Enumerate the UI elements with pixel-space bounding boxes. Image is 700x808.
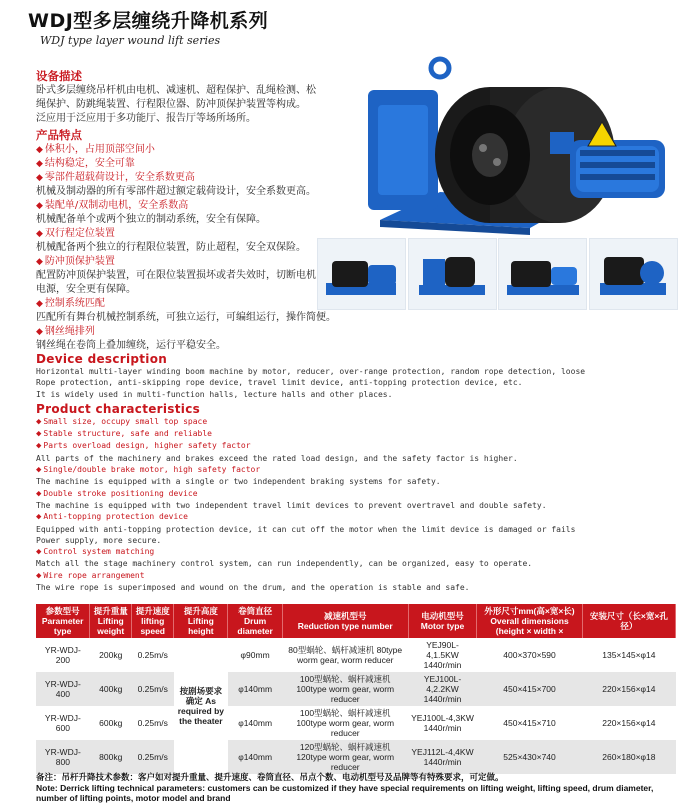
cell-reducer: 100型蜗轮、蜗杆减速机 100type worm gear, worm reducer: [282, 672, 408, 706]
cell-dims: 525×430×740: [477, 740, 582, 774]
cell-reducer: 80型蜗轮、蜗杆减速机 80type worm gear, worm reducer: [282, 638, 408, 672]
en-desc-line: Rope protection, anti-skipping rope device, travel limit device, anti-topping protection device, etc.: [36, 378, 523, 388]
cn-description-section: [36, 68, 336, 353]
diamond-bullet-icon: ◆: [36, 159, 43, 169]
cn-features-heading: 产品特点: [36, 128, 82, 142]
cell-speed: 0.25m/s: [132, 740, 174, 774]
cell-weight: 800kg: [90, 740, 132, 774]
diamond-bullet-icon: ◆: [36, 327, 43, 337]
cn-feature-title: ◆ 控制系统匹配: [36, 298, 105, 309]
diamond-bullet-icon: ◆: [36, 299, 43, 309]
cell-drum: φ140mm: [228, 672, 282, 706]
cn-desc-heading: 设备描述: [36, 69, 82, 83]
cn-desc-line: 绳保护、防跳绳装置、行程限位器、防冲顶保护装置等构成。: [36, 99, 306, 110]
winch-thumbnail-icon: [409, 239, 496, 309]
cell-weight: 600kg: [90, 706, 132, 740]
en-feature-line: Power supply, more secure.: [36, 535, 162, 545]
diamond-bullet-icon: ◆: [36, 429, 42, 440]
product-photo-1: [317, 238, 406, 310]
cn-feature-line: 电源，安全更有保障。: [36, 284, 136, 295]
cn-desc-line: 泛应用于泛应用于多功能厅、报告厅等场所场所。: [36, 113, 256, 124]
cell-motor: YEJ100L-4,2.2KW 1440r/min: [408, 672, 477, 706]
cn-feature-line: 机械配备两个独立的行程限位装置，防止超程，安全双保险。: [36, 242, 306, 253]
main-machine-photo: [340, 50, 685, 235]
diamond-bullet-icon: ◆: [36, 145, 43, 155]
product-photo-4: [589, 238, 678, 310]
col-header-install-dimensions: 安装尺寸（长×宽×孔径）: [582, 604, 675, 638]
page-subtitle: WDJ type layer wound lift series: [40, 34, 221, 47]
cn-feature-title: ◆ 装配单/双制动电机，安全系数高: [36, 200, 189, 211]
cell-speed: 0.25m/s: [132, 638, 174, 672]
diamond-bullet-icon: ◆: [36, 547, 42, 558]
cn-feature-line: 匹配所有舞台机械控制系统，可独立运行，可编组运行，操作简便。: [36, 312, 336, 323]
en-desc-line: It is widely used in multi-function halls, lecture halls and other places.: [36, 389, 393, 399]
cn-features-list: [36, 143, 336, 353]
cell-speed: 0.25m/s: [132, 672, 174, 706]
diamond-bullet-icon: ◆: [36, 465, 42, 476]
product-photo-3: [498, 238, 587, 310]
spec-table-header-row: [36, 604, 676, 638]
en-feature-title: ◆ Control system matching: [36, 547, 155, 558]
cell-install: 260×180×φ18: [582, 740, 675, 774]
cell-reducer: 120型蜗轮、蜗杆减速机 120type worm gear, worm reducer: [282, 740, 408, 774]
diamond-bullet-icon: ◆: [36, 416, 42, 427]
note-en: Note: Derrick lifting technical parameters: customers can be customized if they have special requirements on lifting weight, lifting speed, drum diameter, number of lifting points, motor model and brand: [36, 783, 654, 803]
en-description-section: [36, 352, 676, 593]
cell-type: YR-WDJ-600: [36, 706, 90, 740]
en-feature-line: Match all the stage machinery control system, can run independently, can be organized, easy to operate.: [36, 559, 533, 569]
cn-feature-line: 配置防冲顶保护装置，可在限位装置损坏或者失效时，切断电机: [36, 270, 316, 281]
cell-install: 135×145×φ14: [582, 638, 675, 672]
note-cn: 备注：吊杆升降技术参数：客户如对提升重量、提升速度、卷筒直径、吊点个数、电动机型号及品牌等有特殊要求，可定做。: [36, 772, 504, 782]
product-photo-2: [408, 238, 497, 310]
col-header-lifting-height: 提升高度 Lifting height: [174, 604, 228, 638]
en-feature-title: ◆ Double stroke positioning device: [36, 488, 198, 499]
cell-dims: 450×415×710: [477, 706, 582, 740]
col-header-motor-type: 电动机型号 Motor type: [408, 604, 477, 638]
en-desc-heading: Device description: [36, 352, 168, 366]
cell-type: YR-WDJ-400: [36, 672, 90, 706]
cn-feature-title: ◆ 体积小，占用顶部空间小: [36, 144, 155, 155]
en-feature-title: ◆ Parts overload design, higher safety factor: [36, 441, 251, 452]
cell-reducer: 100型蜗轮、蜗杆减速机 100type worm gear, worm reducer: [282, 706, 408, 740]
diamond-bullet-icon: ◆: [36, 441, 42, 452]
cell-drum: φ140mm: [228, 740, 282, 774]
cell-drum: φ140mm: [228, 706, 282, 740]
diamond-bullet-icon: ◆: [36, 570, 42, 581]
diamond-bullet-icon: ◆: [36, 229, 43, 239]
cell-install: 220×156×φ14: [582, 706, 675, 740]
diamond-bullet-icon: ◆: [36, 201, 43, 211]
col-header-lifting-weight: 提升重量 Lifting weight: [90, 604, 132, 638]
winch-thumbnail-icon: [499, 239, 586, 309]
cn-desc-line: 卧式多层缠绕吊杆机由电机、减速机、超程保护、乱绳检测、松: [36, 85, 316, 96]
diamond-bullet-icon: ◆: [36, 488, 42, 499]
col-header-parameter-type: 参数型号 Parameter type: [36, 604, 90, 638]
en-feature-title: ◆ Wire rope arrangement: [36, 570, 145, 581]
diamond-bullet-icon: ◆: [36, 512, 42, 523]
spec-table: [36, 604, 676, 774]
cell-dims: 400×370×590: [477, 638, 582, 672]
winch-thumbnail-icon: [590, 239, 677, 309]
cn-feature-title: ◆ 结构稳定，安全可靠: [36, 158, 135, 169]
table-row: [36, 740, 676, 774]
cell-type: YR-WDJ-200: [36, 638, 90, 672]
en-feature-title: ◆ Anti-topping protection device: [36, 512, 188, 523]
cell-weight: 200kg: [90, 638, 132, 672]
cn-feature-line: 机械配备单个或两个独立的制动系统，安全有保障。: [36, 214, 266, 225]
en-feature-title: ◆ Stable structure, safe and reliable: [36, 429, 212, 440]
en-feature-line: The machine is equipped with two independent travel limit devices to prevent overtravel and double safety.: [36, 500, 547, 510]
table-row: [36, 706, 676, 740]
cn-feature-title: ◆ 防冲顶保护装置: [36, 256, 115, 267]
cn-feature-line: 钢丝绳在卷筒上叠加缠绕，运行平稳安全。: [36, 340, 226, 351]
en-feature-title: ◆ Small size, occupy small top space: [36, 416, 208, 427]
en-feature-title: ◆ Single/double brake motor, high safety factor: [36, 465, 261, 476]
cell-install: 220×156×φ14: [582, 672, 675, 706]
en-feature-line: The machine is equipped with a single or two independent braking systems for safety.: [36, 477, 441, 487]
col-header-reduction-type: 减速机型号 Reduction type number: [282, 604, 408, 638]
cell-speed: 0.25m/s: [132, 706, 174, 740]
cn-feature-title: ◆ 双行程定位装置: [36, 228, 115, 239]
cell-motor: YEJ90L-4,1.5KW 1440r/min: [408, 638, 477, 672]
winch-machine-illustration: [340, 50, 685, 235]
cn-feature-title: ◆ 零部件超载荷设计，安全系数更高: [36, 172, 195, 183]
col-header-drum-diameter: 卷筒直径 Drum diameter: [228, 604, 282, 638]
cell-type: YR-WDJ-800: [36, 740, 90, 774]
cell-drum: φ90mm: [228, 638, 282, 672]
table-row: [36, 638, 676, 672]
cn-feature-title: ◆ 钢丝绳排列: [36, 326, 95, 337]
col-header-lifting-speed: 提升速度 lifting speed: [132, 604, 174, 638]
winch-thumbnail-icon: [318, 239, 405, 309]
cell-weight: 400kg: [90, 672, 132, 706]
en-feature-line: All parts of the machinery and brakes exceed the rated load design, and the safety factor is higher.: [36, 453, 518, 463]
cell-dims: 450×415×700: [477, 672, 582, 706]
diamond-bullet-icon: ◆: [36, 173, 43, 183]
cn-feature-line: 机械及制动器的所有零部件超过额定载荷设计，安全系数更高。: [36, 186, 316, 197]
en-feature-line: Equipped with anti-topping protection device, it can cut off the motor when the limit device is damaged or fails: [36, 524, 576, 534]
col-header-overall-dimensions: 外形尺寸mm(高×宽×长) Overall dimensions (height × width ×: [477, 604, 582, 638]
diamond-bullet-icon: ◆: [36, 257, 43, 267]
en-feature-line: The wire rope is superimposed and wound on the drum, and the operation is stable and safe.: [36, 583, 470, 593]
en-features-list: [36, 416, 676, 593]
page-title: WDJ型多层缠绕升降机系列: [28, 10, 269, 32]
cell-motor: YEJ100L-4,3KW 1440r/min: [408, 706, 477, 740]
cell-lifting-height-merged: 按剧场要求确定 As required by the theater: [174, 638, 228, 774]
cell-motor: YEJ112L-4,4KW 1440r/min: [408, 740, 477, 774]
en-features-heading: Product characteristics: [36, 401, 201, 416]
table-row: [36, 672, 676, 706]
en-desc-line: Horizontal multi-layer winding boom machine by motor, reducer, over-range protection, random rope detection, loose: [36, 367, 586, 376]
